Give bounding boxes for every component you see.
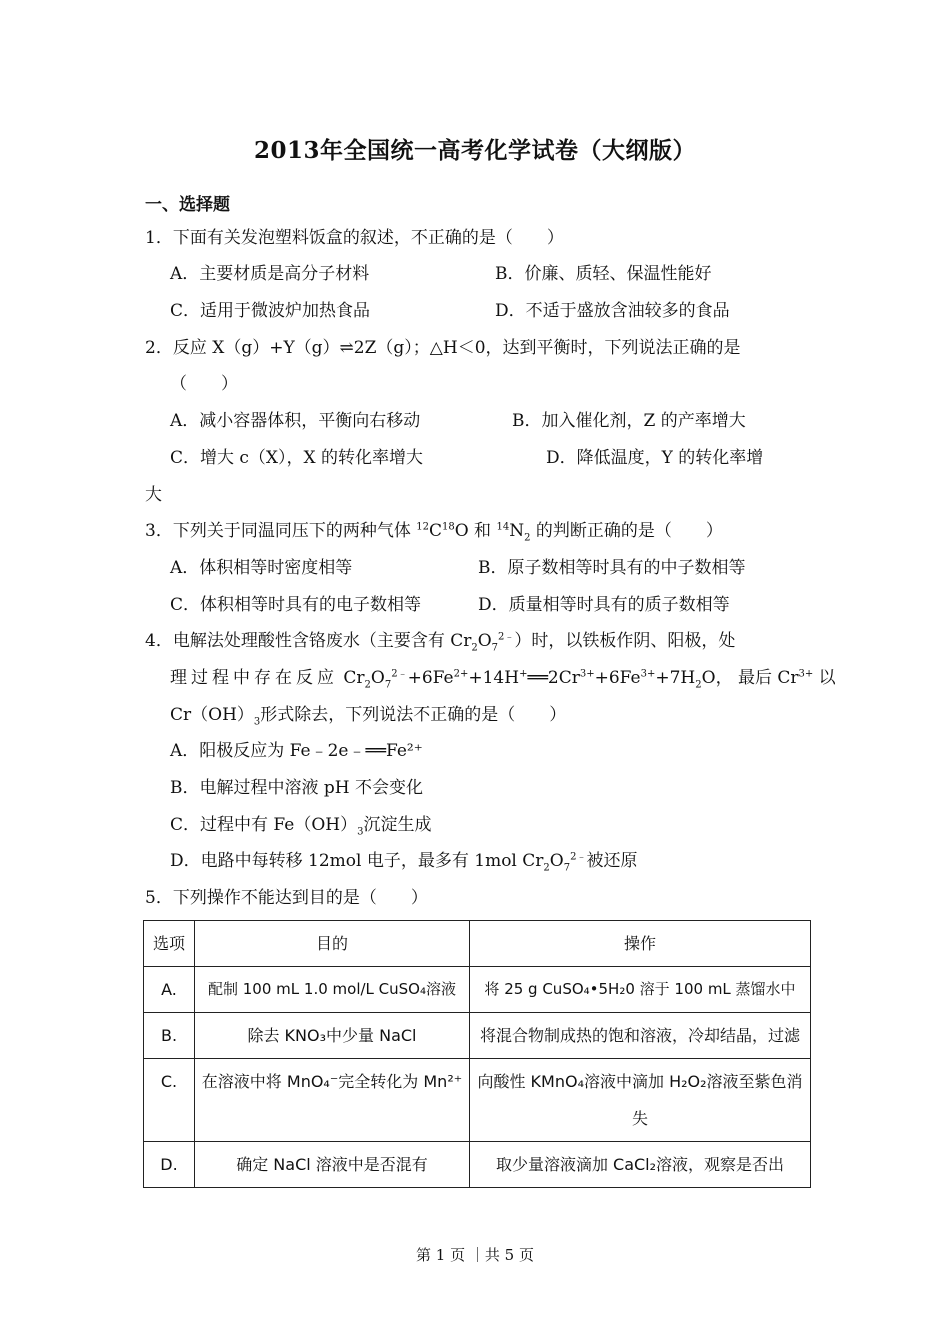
page-footer: 第 1 页 ｜共 5 页 [416,1246,534,1264]
table-header: 操作 [470,921,811,967]
table-cell: C. [144,1059,195,1142]
question-4-stem-2: 理过程中存在反应 $Cr_2O_7^{2﹣}+6Fe^{2+}+14H^+══2Cr^{3+}+6Fe^{3+}+7H_2O$， 最后 $Cr^{3+}$ 以 [170,668,836,691]
question-3-option-a: A．体积相等时密度相等 [170,558,353,578]
question-3-option-b: B．原子数相等时具有的中子数相等 [478,558,746,578]
question-4-option-b: B．电解过程中溶液 pH 不会变化 [170,778,424,798]
table-cell: 在溶液中将 MnO₄⁻完全转化为 Mn²⁺ [195,1059,470,1142]
table-cell: 向酸性 KMnO₄溶液中滴加 H₂O₂溶液至紫色消失 [470,1059,811,1142]
table-row [144,1059,811,1142]
question-3-stem: 3．下列关于同温同压下的两种气体 $^{12}C^{18}O$ 和 $^{14}N_2$ 的判断正确的是（ ） [145,521,723,544]
table-row [144,1013,811,1059]
table-header-row [144,921,811,967]
table-cell: 配制 100 mL 1.0 mol/L CuSO₄溶液 [195,967,470,1013]
question-2-option-b: B．加入催化剂，Z 的产率增大 [512,411,746,431]
question-2-option-d-cont: 大 [145,485,162,505]
question-4-option-d: D．电路中每转移 12mol 电子，最多有 1mol $Cr_2O_7^{2﹣}$被还原 [170,851,638,874]
table-cell: A. [144,967,195,1013]
table-row [144,967,811,1013]
question-2-option-d: D．降低温度，Y 的转化率增 [546,448,764,468]
table-cell: D. [144,1142,195,1188]
question-4-option-a: A．阳极反应为 Fe﹣2e﹣══Fe²⁺ [170,741,423,761]
question-5-stem: 5．下列操作不能达到目的是（ ） [145,888,428,908]
table-cell: 确定 NaCl 溶液中是否混有 [195,1142,470,1188]
question-2-option-a: A．减小容器体积，平衡向右移动 [170,411,421,431]
question-1-stem: 1．下面有关发泡塑料饭盒的叙述，不正确的是（ ） [145,228,564,248]
table-header: 选项 [144,921,195,967]
question-1-option-d: D．不适于盛放含油较多的食品 [495,301,730,321]
table-cell: 除去 KNO₃中少量 NaCl [195,1013,470,1059]
operations-table [143,920,811,1188]
document-title: 2013年全国统一高考化学试卷（大纲版） [253,137,696,164]
section-heading: 一、选择题 [145,195,230,215]
question-3-option-c: C．体积相等时具有的电子数相等 [170,595,422,615]
table-cell: 将 25 g CuSO₄•5H₂0 溶于 100 mL 蒸馏水中 [470,967,811,1013]
question-2-option-c: C．增大 c（X），X 的转化率增大 [170,448,424,468]
question-4-option-c: C．过程中有 $Fe(OH)_3$沉淀生成 [170,815,432,838]
question-1-option-b: B．价廉、质轻、保温性能好 [495,264,712,284]
question-4-stem-3: $Cr(OH)_3$形式除去，下列说法不正确的是（ ） [170,705,567,728]
table-header: 目的 [195,921,470,967]
table-cell: 取少量溶液滴加 CaCl₂溶液，观察是否出 [470,1142,811,1188]
table-cell: B. [144,1013,195,1059]
question-3-option-d: D．质量相等时具有的质子数相等 [478,595,730,615]
question-1-option-a: A．主要材质是高分子材料 [170,264,370,284]
question-4-stem-1: 4．电解法处理酸性含铬废水（主要含有 $Cr_2O_7^{2﹣}$）时，以铁板作阴、阳极，处 [145,631,736,654]
table-row [144,1142,811,1188]
question-2-paren: （ ） [170,374,238,394]
question-1-option-c: C．适用于微波炉加热食品 [170,301,371,321]
question-2-stem: 2．反应 X（g）+Y（g）⇌2Z（g）；△H＜0，达到平衡时，下列说法正确的是 [145,338,741,358]
table-cell: 将混合物制成热的饱和溶液，冷却结晶，过滤 [470,1013,811,1059]
